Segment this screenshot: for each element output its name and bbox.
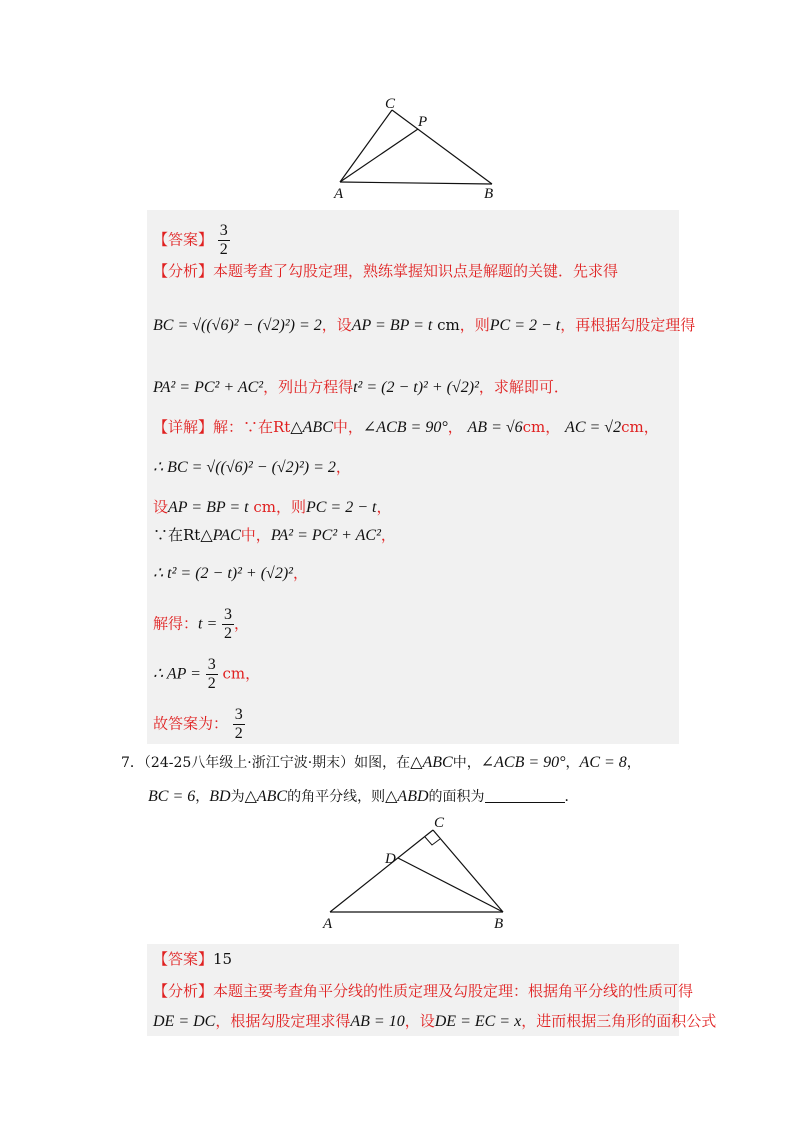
analysis-text: 本题主要考查角平分线的性质定理及勾股定理：根据角平分线的性质可得 bbox=[213, 982, 694, 1000]
detail-line-1: 【详解】解：∵在Rt△ABC中，∠ACB = 90°， AB = √6cm， AC = √2cm， bbox=[153, 418, 659, 436]
analysis-tag: 【分析】 bbox=[153, 262, 214, 280]
segment-ap bbox=[340, 129, 418, 182]
segment-ab bbox=[340, 182, 492, 184]
label-a: A bbox=[323, 916, 333, 932]
fraction: $\frac{3}{2}$ bbox=[207, 656, 216, 692]
label-p: P bbox=[418, 114, 428, 130]
segment-cb bbox=[392, 110, 492, 184]
analysis-text: 本题考查了勾股定理，熟练掌握知识点是解题的关键．先求得 bbox=[213, 262, 619, 280]
analysis-tag: 【分析】 bbox=[153, 982, 214, 1000]
answer-tag: 【答案】 bbox=[153, 230, 214, 249]
label-c: C bbox=[385, 96, 396, 112]
fraction: $\frac{3}{2}$ bbox=[224, 606, 233, 642]
analysis-formula-bc: BC = √((√6)² − (√2)²) = 2，设AP = BP = t cm，则PC = 2 − t，再根据勾股定理得 bbox=[153, 316, 696, 334]
detail-line-6: 解得：t = $\frac{3}{2}$ ， bbox=[153, 606, 250, 642]
detail-line-8: 故答案为： $\frac{3}{2}$ bbox=[153, 706, 243, 742]
label-b: B bbox=[484, 186, 494, 202]
label-a: A bbox=[334, 186, 344, 202]
answer-fraction: $\frac{3}{2}$ bbox=[219, 222, 228, 258]
fraction: $\frac{3}{2}$ bbox=[234, 706, 243, 742]
right-angle-mark bbox=[425, 837, 440, 845]
question-number: 7． bbox=[121, 755, 144, 771]
answer-block-q6 bbox=[147, 210, 696, 744]
label-b: B bbox=[494, 916, 504, 932]
detail-line-5: ∴ t² = (2 − t)² + (√2)²， bbox=[153, 564, 308, 582]
answer-block-q7 bbox=[147, 944, 717, 1036]
answer-tag: 【答案】 bbox=[153, 950, 214, 968]
question-7-line-2: BC = 6，BD为△ABC的角平分线，则△ABD的面积为 ． bbox=[148, 788, 579, 805]
answer-value: 15 bbox=[213, 950, 233, 968]
detail-line-4: ∵在Rt△PAC中，PA² = PC² + AC²， bbox=[153, 526, 396, 544]
triangle-figure-1 bbox=[330, 96, 510, 206]
analysis-equation: PA² = PC² + AC²，列出方程得t² = (2 − t)² + (√2)²，求解即可． bbox=[153, 378, 569, 396]
label-d: D bbox=[385, 851, 396, 867]
label-c: C bbox=[434, 815, 445, 831]
detail-line-2: ∴ BC = √((√6)² − (√2)²) = 2， bbox=[153, 458, 351, 476]
answer-line bbox=[153, 222, 230, 259]
segment-cb bbox=[433, 830, 503, 912]
triangle-figure-2 bbox=[320, 810, 520, 935]
analysis-line-2: DE = DC，根据勾股定理求得AB = 10，设DE = EC = x，进而根据三角形的面积公式 bbox=[153, 1012, 717, 1030]
analysis-line bbox=[153, 980, 693, 1002]
answer-blank bbox=[485, 788, 565, 803]
segment-ac bbox=[330, 830, 433, 912]
segment-ca bbox=[340, 110, 392, 182]
detail-line-7: ∴ AP = $\frac{3}{2}$ cm， bbox=[153, 656, 261, 692]
answer-line bbox=[153, 948, 232, 970]
detail-line-3: 设AP = BP = t cm，则PC = 2 − t， bbox=[153, 498, 392, 516]
segment-bd bbox=[398, 858, 503, 912]
question-7-line-1: 7．（24-25八年级上·浙江宁波·期末）如图，在△ABC中，∠ACB = 90°，AC = 8， bbox=[121, 754, 641, 771]
analysis-line bbox=[153, 260, 618, 282]
